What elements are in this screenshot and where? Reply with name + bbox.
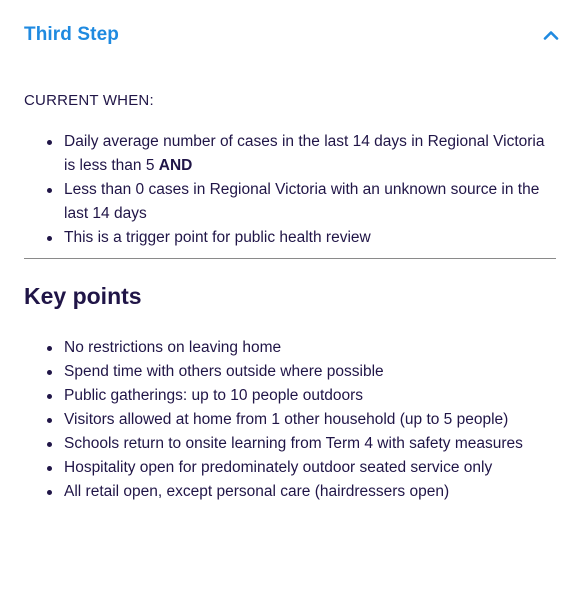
list-item: Public gatherings: up to 10 people outdoors <box>24 384 524 408</box>
list-item <box>24 178 556 226</box>
list-item: No restrictions on leaving home <box>24 336 524 360</box>
criteria-list <box>24 130 556 250</box>
criteria-emphasis: AND <box>158 157 193 174</box>
accordion-header-third-step[interactable] <box>24 18 561 52</box>
list-item: All retail open, except personal care (hairdressers open) <box>24 480 524 504</box>
accordion-title[interactable]: Third Step <box>24 24 119 45</box>
section-divider <box>24 258 556 259</box>
criteria-text: Less than 0 cases in Regional Victoria with an unknown source in the last 14 days <box>64 181 540 222</box>
key-points-heading: Key points <box>24 283 142 309</box>
list-item <box>24 130 556 178</box>
list-item: Hospitality open for predominately outdoor seated service only <box>24 456 524 480</box>
chevron-up-icon[interactable] <box>541 25 561 45</box>
key-points-list <box>24 336 524 504</box>
criteria-text: This is a trigger point for public health review <box>64 229 371 246</box>
list-item: Schools return to onsite learning from Term 4 with safety measures <box>24 432 524 456</box>
current-when-label: CURRENT WHEN: <box>24 92 154 109</box>
list-item: Visitors allowed at home from 1 other household (up to 5 people) <box>24 408 524 432</box>
list-item: Spend time with others outside where possible <box>24 360 524 384</box>
criteria-text: Daily average number of cases in the last 14 days in Regional Victoria is less than 5 <box>64 133 545 174</box>
list-item <box>24 226 556 250</box>
